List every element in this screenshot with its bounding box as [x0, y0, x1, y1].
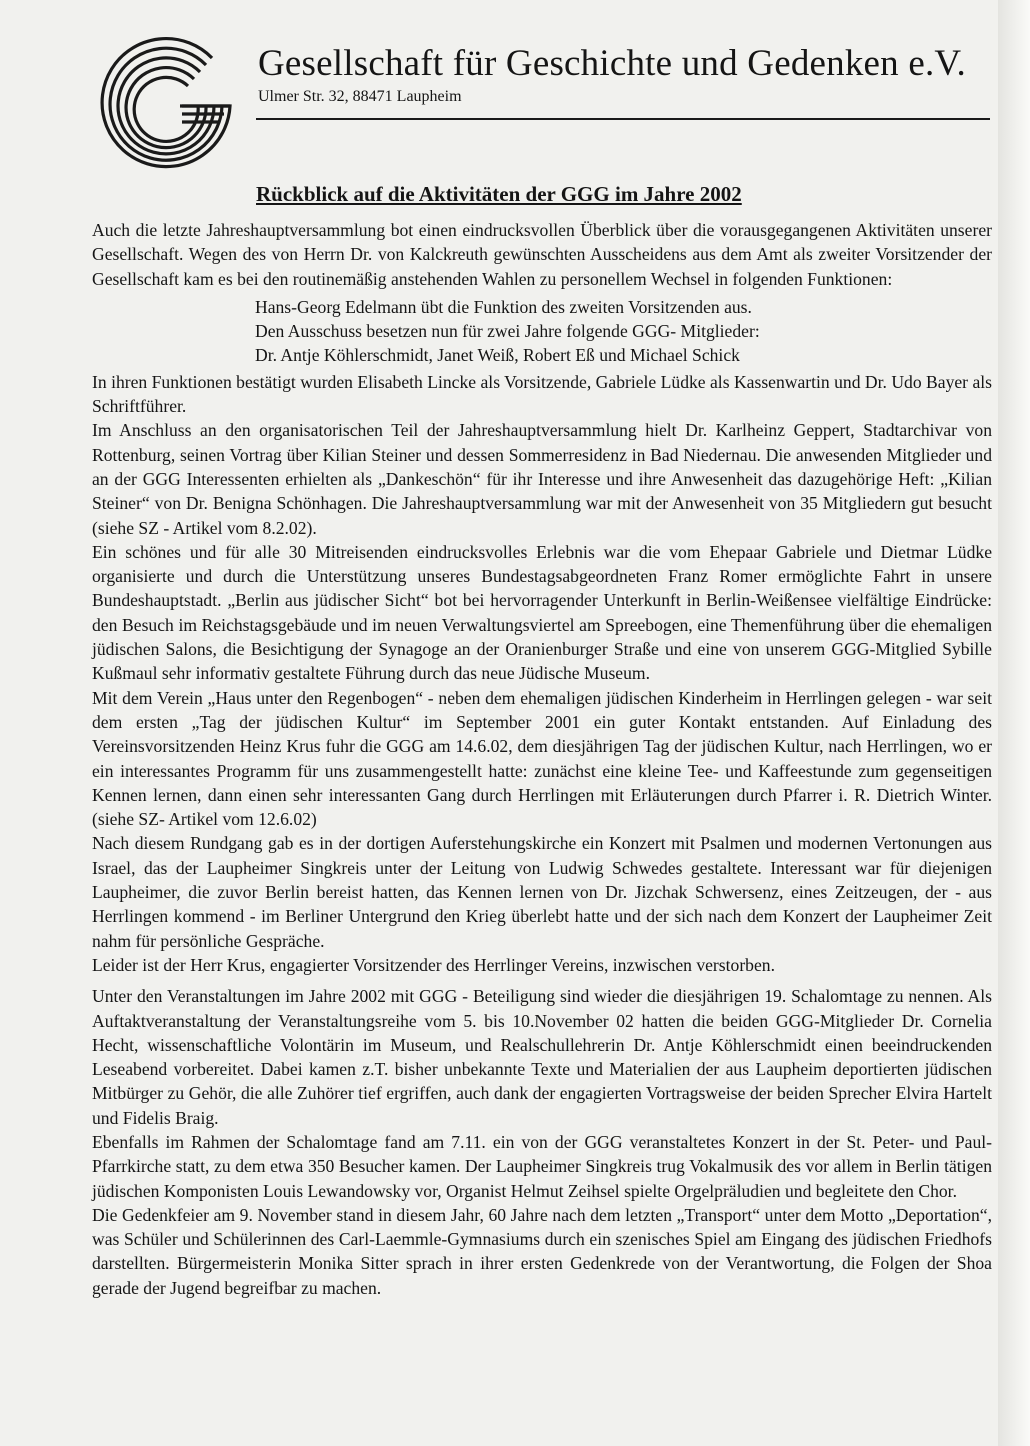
paragraph: Nach diesem Rundgang gab es in der dortigen Auferstehungskirche ein Konzert mit Psalmen und modernen Vertonungen aus Israel, das der Laupheimer Singkreis unter der Leitung von Ludwig Schwedes gestaltete. Interessant war für diejenigen Laupheimer, die zuvor Berlin bereist hatten, das Kennen lernen von Dr. Jizchak Schwersenz, eines Zeitzeugen, der - aus Herrlingen kommend - im Berliner Untergrund den Krieg überlebt hatte und der sich nach dem Konzert der Laupheimer Zeit nahm für persönliche Gespräche. — [92, 833, 992, 951]
document-body — [92, 218, 992, 1300]
indented-line: Dr. Antje Köhlerschmidt, Janet Weiß, Robert Eß und Michael Schick — [255, 345, 740, 366]
ggg-logo-icon — [84, 36, 236, 176]
paragraph: Unter den Veranstaltungen im Jahre 2002 mit GGG - Beteiligung sind wieder die diesjährigen 19. Schalomtage zu nennen. Als Auftaktveranstaltung der Veranstaltungsreihe vom 5. bis 10.November 02 hatten die beiden GGG-Mitglieder Dr. Cornelia Hecht, wissenschaftliche Volontärin im Museum, und Realschullehrerin Dr. Antje Köhlerschmidt einen beeindruckenden Leseabend vorbereitet. Dabei kamen z.T. bisher unbekannte Texte und Materialien der aus Laupheim deportierten jüdischen Mitbürger zu Gehör, die alle Zuhörer tief ergriffen, auch dank der engagierten Vortragsweise der beiden Sprecher Elvira Hartelt und Fidelis Braig. — [92, 986, 992, 1128]
indented-block — [255, 295, 992, 368]
paragraph: Leider ist der Herr Krus, engagierter Vorsitzender des Herrlinger Vereins, inzwischen verstorben. — [92, 954, 775, 975]
paragraph: Ein schönes und für alle 30 Mitreisenden eindrucksvolles Erlebnis war die vom Ehepaar Gabriele und Dietmar Lüdke organisierte und durch die Unterstützung unseres Bundestagsabgeordneten Franz Romer ermöglichte Fahrt in unsere Bundeshauptstadt. „Berlin aus jüdischer Sicht“ bot bei hervorragender Unterkunft in Berlin-Weißensee vielfältige Eindrücke: den Besuch im Reichstagsgebäude und im neuen Verwaltungsviertel am Spreebogen, eine Themenführung über die ehemaligen jüdischen Salons, die Besichtigung der Synagoge an der Oranienburger Straße und eine von unserem GGG-Mitglied Sybille Kußmaul sehr informativ gestaltete Führung durch das neue Jüdische Museum. — [92, 541, 992, 684]
page-edge — [998, 0, 1030, 1446]
document-title: Rückblick auf die Aktivitäten der GGG im Jahre 2002 — [256, 182, 742, 206]
header-divider — [256, 118, 990, 120]
paragraph: Die Gedenkfeier am 9. November stand in diesem Jahr, 60 Jahre nach dem letzten „Transport“ unter dem Motto „Deportation“, was Schüler und Schülerinnen des Carl-Laemmle-Gymnasiums durch ein szenisches Spiel am Eingang des jüdischen Friedhofs darstellten. Bürgermeisterin Monika Sitter sprach in ihrer ersten Gedenkrede von der Verantwortung, die Folgen der Shoa gerade der Jugend begreifbar zu machen. — [92, 1204, 992, 1298]
paragraph: Mit dem Verein „Haus unter den Regenbogen“ - neben dem ehemaligen jüdischen Kinderheim in Herrlingen gelegen - war seit dem ersten „Tag der jüdischen Kultur“ im September 2001 ein guter Kontakt entstanden. Auf Einladung des Vereinsvorsitzenden Heinz Krus fuhr die GGG am 14.6.02, dem diesjährigen Tag der jüdischen Kultur, nach Herrlingen, wo er ein interessantes Programm für uns zusammengestellt hatte: zunächst eine kleine Tee- und Kaffeestunde zum gegenseitigen Kennen lernen, dann einen sehr interessanten Gang durch Herrlingen mit Erläuterungen durch Pfarrer i. R. Dietrich Winter. (siehe SZ- Artikel vom 12.6.02) — [92, 687, 992, 830]
paragraph: In ihren Funktionen bestätigt wurden Elisabeth Lincke als Vorsitzende, Gabriele Lüdke als Kassenwartin und Dr. Udo Bayer als Schriftführer. — [92, 371, 992, 417]
paragraph: Ebenfalls im Rahmen der Schalomtage fand am 7.11. ein von der GGG veranstaltetes Konzert in der St. Peter- und Paul-Pfarrkirche statt, zu dem etwa 350 Besucher kamen. Der Laupheimer Singkreis trug Vokalmusik des vor allem in Berlin tätigen jüdischen Komponisten Louis Lewandowsky vor, Organist Helmut Zeihsel spielte Orgelpräludien und begleitete den Chor. — [92, 1131, 992, 1201]
org-name: Gesellschaft für Geschichte und Gedenken e.V. — [258, 43, 966, 84]
org-address: Ulmer Str. 32, 88471 Laupheim — [258, 88, 462, 105]
indented-line: Hans-Georg Edelmann übt die Funktion des zweiten Vorsitzenden aus. — [255, 296, 752, 317]
intro-paragraph: Auch die letzte Jahreshauptversammlung bot einen eindrucksvollen Überblick über die vorausgegangenen Aktivitäten unserer Gesellschaft. Wegen des von Herrn Dr. von Kalckreuth gewünschten Ausscheidens aus dem Amt als zweiter Vorsitzender der Gesellschaft kam es bei den routinemäßig anstehenden Wahlen zu personellem Wechsel in folgenden Funktionen: — [92, 220, 992, 289]
paragraph: Im Anschluss an den organisatorischen Teil der Jahreshauptversammlung hielt Dr. Karlheinz Geppert, Stadtarchivar von Rottenburg, seinen Vortrag über Kilian Steiner und dessen Sommerresidenz in Bad Niedernau. Die anwesenden Mitglieder und an der GGG Interessenten erhielten als „Dankeschön“ für ihr Interesse und ihre Anwesenheit das dazugehörige Heft: „Kilian Steiner“ von Dr. Benigna Schönhagen. Die Jahreshauptversammlung war mit der Anwesenheit von 35 Mitgliedern gut besucht (siehe SZ - Artikel vom 8.2.02). — [92, 420, 992, 538]
indented-line: Den Ausschuss besetzen nun für zwei Jahre folgende GGG- Mitglieder: — [255, 321, 760, 342]
